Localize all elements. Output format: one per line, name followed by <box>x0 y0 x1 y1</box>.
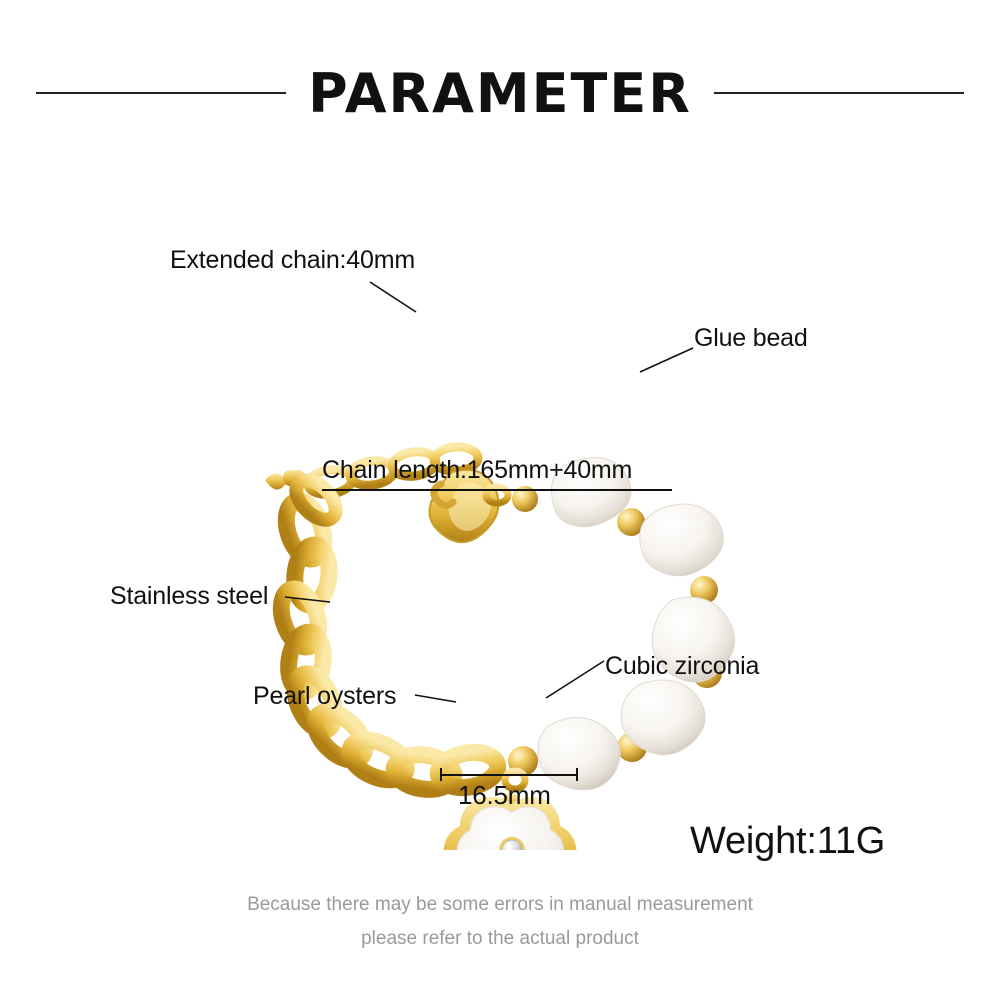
product-illustration <box>0 150 1000 850</box>
label-cubic-zirconia: Cubic zirconia <box>605 652 760 680</box>
leader-pearl-oysters <box>415 695 456 702</box>
disclaimer <box>0 888 1000 956</box>
label-chain-length: Chain length:165mm+40mm <box>322 456 633 484</box>
leader-extended-chain <box>370 282 416 312</box>
label-glue-bead: Glue bead <box>694 324 808 352</box>
leader-cubic-zirconia <box>546 661 604 698</box>
dimension-line <box>440 774 578 776</box>
label-extended-chain: Extended chain:40mm <box>170 246 415 274</box>
page-header <box>0 58 1000 128</box>
label-pearl-oysters: Pearl oysters <box>253 682 397 710</box>
header-rule-right <box>714 92 964 94</box>
label-chain-length-underline <box>322 489 672 491</box>
disclaimer-line-2: please refer to the actual product <box>361 928 639 949</box>
header-rule-left <box>36 92 286 94</box>
pearl <box>640 504 724 576</box>
label-weight: Weight:11G <box>690 820 886 862</box>
dimension-tick-right <box>576 768 578 781</box>
page-title: PARAMETER <box>308 61 692 125</box>
baroque-pearls <box>538 458 735 790</box>
flower-width-dimension-bar <box>440 768 578 780</box>
disclaimer-line-1: Because there may be some errors in manual measurement <box>247 894 753 915</box>
label-flower-width: 16.5mm <box>458 780 551 810</box>
leader-glue-bead <box>640 348 693 372</box>
bracelet-diagram <box>0 150 1000 850</box>
label-stainless-steel: Stainless steel <box>110 582 269 610</box>
